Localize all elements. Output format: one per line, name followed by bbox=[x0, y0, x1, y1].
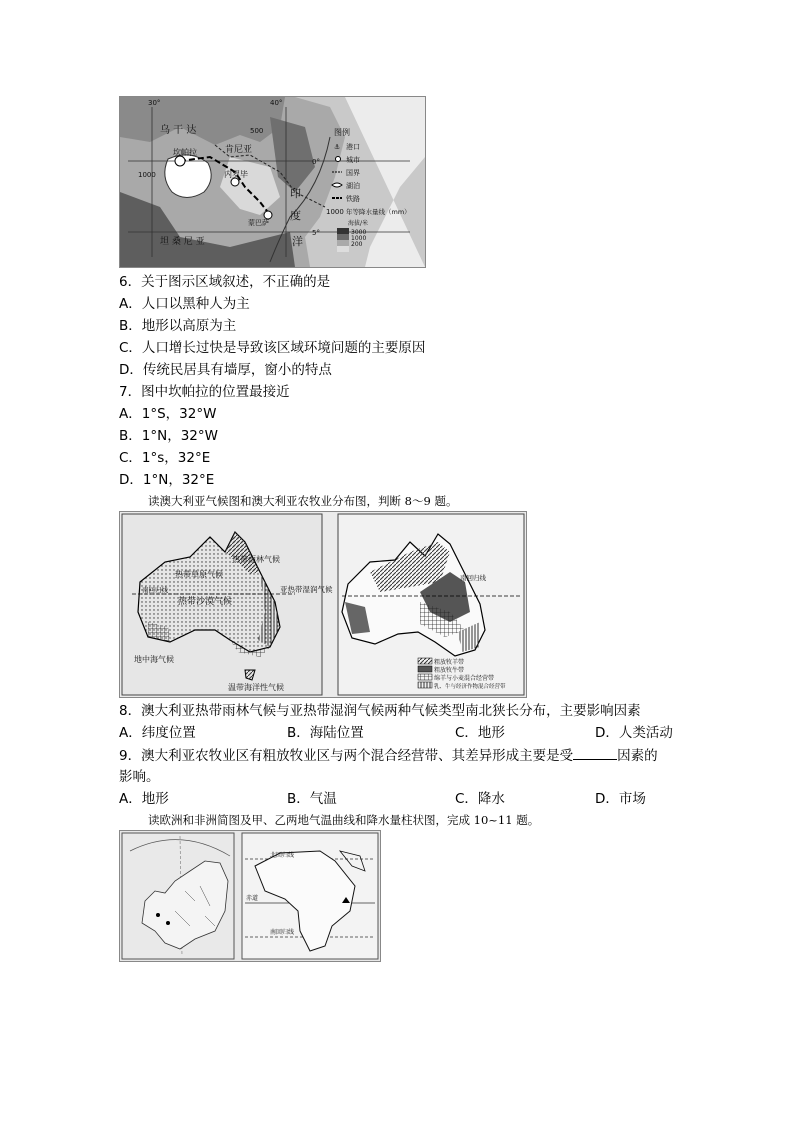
q8-option-c: C．地形 bbox=[455, 725, 505, 741]
svg-text:3000: 3000 bbox=[351, 229, 367, 236]
svg-text:城市: 城市 bbox=[346, 156, 360, 164]
q9-option-c: C．降水 bbox=[455, 791, 505, 807]
q6-option-d: D．传统民居具有墙厚，窗小的特点 bbox=[119, 362, 332, 378]
svg-text:北回归线: 北回归线 bbox=[270, 852, 295, 859]
nairobi-city bbox=[231, 178, 239, 186]
east-africa-map bbox=[119, 96, 426, 268]
q6-stem: 6．关于图示区域叙述，不正确的是 bbox=[119, 274, 331, 290]
intro-q10-11: 读欧洲和非洲简图及甲、乙两地气温曲线和降水量柱状图，完成 10~11 题。 bbox=[148, 813, 540, 827]
q9-option-d: D．市场 bbox=[595, 791, 646, 807]
q7-stem: 7．图中坎帕拉的位置最接近 bbox=[119, 384, 290, 400]
svg-text:赤道: 赤道 bbox=[246, 895, 259, 902]
svg-text:度: 度 bbox=[290, 209, 301, 222]
q6-option-b: B．地形以高原为主 bbox=[119, 318, 237, 334]
q6-option-c: C．人口增长过快是导致该区域环境问题的主要原因 bbox=[119, 340, 426, 356]
svg-text:粗放牧羊带: 粗放牧羊带 bbox=[434, 659, 465, 666]
svg-text:5°: 5° bbox=[312, 229, 320, 237]
q7-option-d: D．1°N，32°E bbox=[119, 472, 215, 488]
svg-text:南回归线: 南回归线 bbox=[270, 929, 295, 936]
svg-text:绵羊与小麦混合经营带: 绵羊与小麦混合经营带 bbox=[434, 675, 495, 682]
q9-stem-part-a: 9．澳大利亚农牧业区有粗放牧业区与两个混合经营带、其差异形成主要是受 bbox=[119, 748, 574, 764]
svg-text:湖泊: 湖泊 bbox=[346, 182, 360, 190]
australia-maps bbox=[119, 511, 527, 698]
svg-text:肯尼亚: 肯尼亚 bbox=[225, 145, 253, 155]
europe-africa-maps bbox=[119, 830, 381, 962]
svg-text:国界: 国界 bbox=[346, 169, 360, 177]
q9-answer-blank bbox=[573, 745, 617, 760]
q7-option-c: C．1°s，32°E bbox=[119, 450, 211, 466]
svg-text:500: 500 bbox=[250, 127, 264, 135]
q8-stem: 8．澳大利亚热带雨林气候与亚热带湿润气候两种气候类型南北狭长分布，主要影响因素 bbox=[119, 703, 641, 719]
svg-text:0°: 0° bbox=[312, 158, 320, 166]
svg-text:粗放牧牛带: 粗放牧牛带 bbox=[434, 667, 465, 674]
svg-text:蒙巴萨: 蒙巴萨 bbox=[248, 219, 269, 227]
svg-text:年等降水量线（mm）: 年等降水量线（mm） bbox=[346, 208, 411, 216]
svg-text:热带沙漠气候: 热带沙漠气候 bbox=[178, 597, 233, 607]
q9-option-b: B．气温 bbox=[287, 791, 337, 807]
svg-text:亚热带湿润气候: 亚热带湿润气候 bbox=[280, 585, 333, 594]
mombasa-city bbox=[264, 211, 272, 219]
svg-text:200: 200 bbox=[351, 241, 363, 248]
q8-option-a: A．纬度位置 bbox=[119, 725, 196, 741]
q7-option-a: A．1°S，32°W bbox=[119, 406, 217, 422]
svg-text:图例: 图例 bbox=[334, 128, 350, 137]
q8-option-d: D．人类活动 bbox=[595, 725, 673, 741]
svg-text:1000: 1000 bbox=[326, 208, 344, 216]
q9-stem-line2: 影响。 bbox=[119, 769, 160, 785]
svg-text:铁路: 铁路 bbox=[346, 195, 360, 203]
svg-text:印: 印 bbox=[290, 187, 301, 200]
svg-text:乌 干 达: 乌 干 达 bbox=[160, 125, 197, 136]
legend-port-icon: ⚓ bbox=[334, 143, 341, 151]
svg-text:坎帕拉: 坎帕拉 bbox=[173, 148, 197, 157]
svg-text:内罗毕: 内罗毕 bbox=[224, 170, 248, 179]
intro-q8-9: 读澳大利亚气候图和澳大利亚农牧业分布图，判断 8～9 题。 bbox=[148, 494, 458, 508]
svg-text:40°: 40° bbox=[270, 99, 283, 107]
australia-maps-svg bbox=[120, 512, 526, 697]
q9-option-a: A．地形 bbox=[119, 791, 169, 807]
q9-stem bbox=[119, 745, 658, 766]
europe-africa-maps-svg bbox=[120, 831, 380, 961]
svg-text:乳、牛与经济作物混合经营带: 乳、牛与经济作物混合经营带 bbox=[434, 684, 506, 690]
svg-text:1000: 1000 bbox=[351, 235, 367, 242]
kampala-city bbox=[175, 156, 185, 166]
svg-text:南回归线: 南回归线 bbox=[142, 586, 168, 594]
svg-text:港口: 港口 bbox=[346, 143, 360, 151]
q8-option-b: B．海陆位置 bbox=[287, 725, 364, 741]
q6-option-a: A．人口以黑种人为主 bbox=[119, 296, 250, 312]
svg-text:坦 桑 尼 亚: 坦 桑 尼 亚 bbox=[160, 237, 205, 247]
svg-text:热带草原气候: 热带草原气候 bbox=[175, 570, 223, 579]
svg-text:1000: 1000 bbox=[138, 171, 156, 179]
q7-option-b: B．1°N，32°W bbox=[119, 428, 218, 444]
svg-text:温带海洋性气候: 温带海洋性气候 bbox=[228, 683, 284, 692]
svg-text:海拔/米: 海拔/米 bbox=[348, 220, 369, 227]
east-africa-map-svg bbox=[120, 97, 425, 267]
svg-text:热带雨林气候: 热带雨林气候 bbox=[232, 555, 280, 564]
svg-text:洋: 洋 bbox=[292, 235, 303, 248]
svg-text:地中海气候: 地中海气候 bbox=[134, 655, 174, 664]
svg-text:30°: 30° bbox=[148, 99, 161, 107]
svg-text:南回归线: 南回归线 bbox=[460, 574, 486, 582]
q9-stem-part-b: 因素的 bbox=[617, 748, 658, 764]
